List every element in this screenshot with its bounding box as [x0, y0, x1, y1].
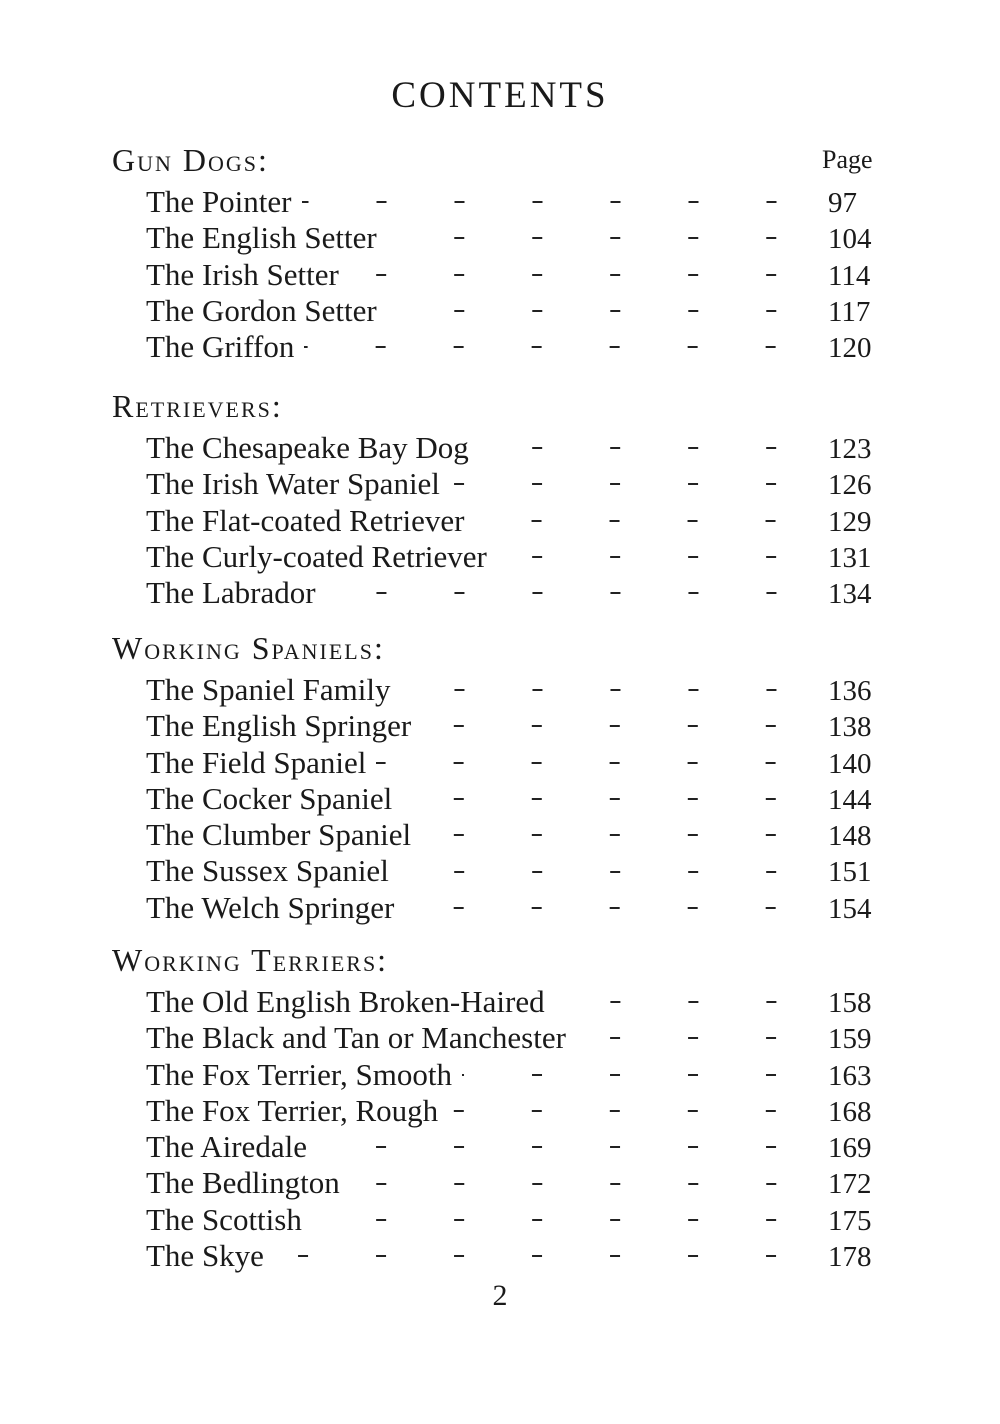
- dot-leader: [304, 340, 818, 354]
- dot-leader: [302, 195, 819, 209]
- dot-leader: [462, 1068, 818, 1082]
- section-gun-dogs: [112, 140, 892, 365]
- toc-entry[interactable]: [112, 745, 892, 781]
- entry-title: The English Setter: [146, 220, 377, 256]
- toc-entry[interactable]: [112, 257, 892, 293]
- entry-page-number: 175: [828, 1204, 872, 1237]
- toc-entry[interactable]: [112, 781, 892, 817]
- dot-leader: [404, 901, 818, 915]
- toc-entry[interactable]: [112, 466, 892, 502]
- dot-leader: [401, 683, 818, 697]
- entry-title: The Irish Setter: [146, 256, 339, 292]
- entry-title: The Griffon: [146, 329, 295, 365]
- entry-page-number: 117: [828, 295, 871, 328]
- entry-page-number: 169: [828, 1132, 872, 1165]
- dot-leader: [479, 441, 818, 455]
- dot-leader: [450, 477, 818, 491]
- entry-page-number: 136: [828, 675, 872, 707]
- entry-title: The Welch Springer: [146, 889, 395, 925]
- toc-entry[interactable]: [112, 575, 892, 611]
- dot-leader: [555, 995, 818, 1009]
- entry-title: The Airedale: [146, 1129, 307, 1165]
- dot-leader: [312, 1213, 818, 1227]
- toc-entry[interactable]: [112, 539, 892, 575]
- entry-title: The Curly-coated Retriever: [146, 538, 487, 574]
- entry-title: The Cocker Spaniel: [146, 780, 393, 816]
- entry-page-number: 172: [828, 1168, 872, 1201]
- toc-entry[interactable]: [112, 890, 892, 926]
- toc-entry[interactable]: [112, 1202, 892, 1238]
- entry-title: The Field Spaniel: [146, 744, 367, 780]
- entry-title: The Irish Water Spaniel: [146, 466, 440, 502]
- entry-title: The Black and Tan or Manchester: [146, 1020, 566, 1056]
- toc-entry[interactable]: [112, 672, 892, 708]
- dot-leader: [349, 268, 818, 282]
- entry-page-number: 104: [828, 223, 872, 256]
- entry-page-number: 144: [828, 783, 872, 816]
- toc-entry[interactable]: [112, 503, 892, 539]
- toc-entry[interactable]: [112, 293, 892, 329]
- toc-entry[interactable]: [112, 1165, 892, 1201]
- entry-page-number: 134: [828, 578, 872, 611]
- dot-leader: [402, 792, 818, 806]
- section-heading: Retrievers:: [112, 388, 283, 424]
- entry-page-number: 159: [828, 1023, 872, 1056]
- entry-page-number: 148: [828, 820, 872, 853]
- toc-entry[interactable]: [112, 220, 892, 256]
- entry-title: The Skye: [146, 1238, 264, 1274]
- toc-entry[interactable]: [112, 708, 892, 744]
- entry-page-number: 154: [828, 892, 872, 925]
- toc-entry[interactable]: [112, 853, 892, 889]
- entry-page-number: 151: [828, 856, 872, 889]
- section-working-terriers: [112, 940, 892, 1274]
- entry-page-number: 163: [828, 1059, 872, 1092]
- toc-entry[interactable]: [112, 1129, 892, 1165]
- entry-title: The Labrador: [146, 575, 316, 611]
- entry-title: The Old English Broken-Haired: [146, 984, 545, 1019]
- entry-page-number: 123: [828, 433, 872, 465]
- toc-entry[interactable]: [112, 1020, 892, 1056]
- toc-entry[interactable]: [112, 184, 892, 220]
- entry-page-number: 131: [828, 541, 872, 574]
- section-heading: Working Spaniels:: [112, 630, 385, 666]
- dot-leader: [497, 550, 818, 564]
- page-folio-number: 2: [492, 1279, 508, 1312]
- toc-entry[interactable]: [112, 430, 892, 466]
- page-column-label: Page: [822, 145, 873, 174]
- section-retrievers: [112, 386, 892, 611]
- toc-entry[interactable]: [112, 1238, 892, 1274]
- toc-entry[interactable]: [112, 329, 892, 365]
- dot-leader: [376, 756, 818, 770]
- entry-page-number: 178: [828, 1241, 872, 1274]
- toc-entry[interactable]: [112, 1093, 892, 1129]
- entry-title: The Bedlington: [146, 1165, 340, 1201]
- entry-page-number: 140: [828, 747, 872, 780]
- entry-title: The Gordon Setter: [146, 292, 377, 328]
- entry-title: The Clumber Spaniel: [146, 817, 412, 853]
- dot-leader: [350, 1177, 818, 1191]
- entry-page-number: 168: [828, 1095, 872, 1128]
- dot-leader: [421, 828, 818, 842]
- entry-page-number: 129: [828, 505, 872, 538]
- dot-leader: [399, 865, 818, 879]
- entry-page-number: 120: [828, 332, 872, 365]
- dot-leader: [387, 231, 818, 245]
- entry-page-number: 114: [828, 259, 871, 292]
- entry-page-number: 126: [828, 469, 872, 502]
- entry-title: The Fox Terrier, Smooth: [146, 1056, 452, 1092]
- dot-leader: [317, 1140, 818, 1154]
- dot-leader: [448, 1104, 818, 1118]
- toc-entry[interactable]: [112, 1057, 892, 1093]
- entry-title: The Spaniel Family: [146, 672, 391, 707]
- entry-title: The Pointer: [146, 184, 292, 219]
- dot-leader: [274, 1249, 818, 1263]
- entry-page-number: 97: [828, 187, 857, 219]
- entry-title: The Scottish: [146, 1201, 302, 1237]
- dot-leader: [421, 719, 818, 733]
- dot-leader: [474, 514, 818, 528]
- page-title: CONTENTS: [391, 75, 609, 116]
- section-heading: Working Terriers:: [112, 942, 389, 978]
- section-heading: Gun Dogs:: [112, 142, 269, 178]
- dot-leader: [387, 304, 818, 318]
- entry-title: The English Springer: [146, 708, 412, 744]
- toc-entry[interactable]: [112, 984, 892, 1020]
- entry-title: The Sussex Spaniel: [146, 853, 389, 889]
- entry-title: The Chesapeake Bay Dog: [146, 430, 469, 465]
- section-working-spaniels: [112, 628, 892, 926]
- entry-title: The Fox Terrier, Rough: [146, 1092, 439, 1128]
- dot-leader: [576, 1031, 818, 1045]
- entry-title: The Flat-coated Retriever: [146, 502, 465, 538]
- dot-leader: [326, 586, 818, 600]
- toc-entry[interactable]: [112, 817, 892, 853]
- entry-page-number: 138: [828, 711, 872, 744]
- entry-page-number: 158: [828, 987, 872, 1019]
